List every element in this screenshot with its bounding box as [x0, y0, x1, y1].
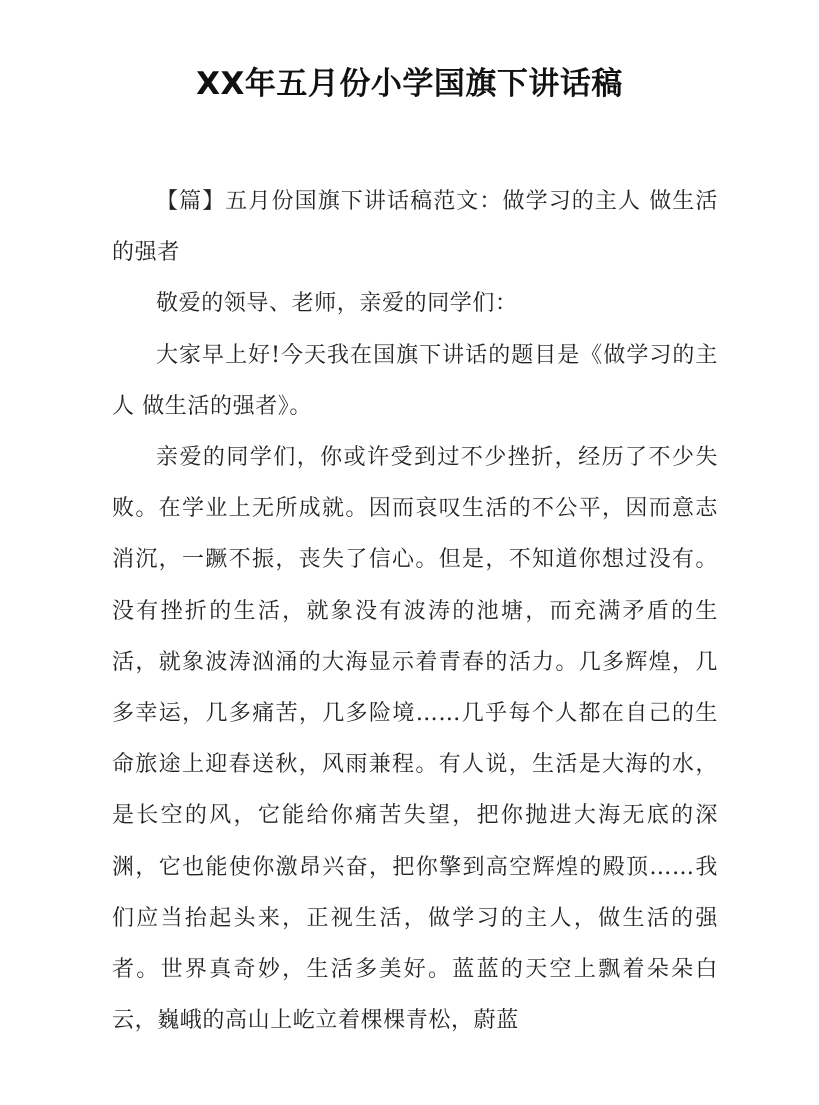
- document-title: XX年五月份小学国旗下讲话稿: [196, 66, 623, 102]
- paragraph-main: 亲爱的同学们，你或许受到过不少挫折，经历了不少失败。在学业上无所成就。因而哀叹生活的不公平，因而意志消沉，一蹶不振，丧失了信心。但是，不知道你想过没有。没有挫折的生活，就象没有波涛的池塘，而充满矛盾的生活，就象波涛汹涌的大海显示着青春的活力。几多辉煌，几多幸运，几多痛苦，几多险境……几乎每个人都在自己的生命旅途上迎春送秋，风雨兼程。有人说，生活是大海的水，是长空的风，它能给你痛苦失望，把你抛进大海无底的深渊，它也能使你激昂兴奋，把你擎到高空辉煌的殿顶……我们应当抬起头来，正视生活，做学习的主人，做生活的强者。世界真奇妙，生活多美好。蓝蓝的天空上飘着朵朵白云，巍峨的高山上屹立着棵棵青松，蔚蓝: [112, 445, 718, 1034]
- paragraph-salutation: 敬爱的领导、老师，亲爱的同学们：: [156, 291, 518, 317]
- document-body: [112, 176, 718, 1046]
- paragraph-heading: 【篇】五月份国旗下讲话稿范文：做学习的主人 做生活的强者: [112, 189, 718, 266]
- paragraph-greeting: 大家早上好!今天我在国旗下讲话的题目是《做学习的主人 做生活的强者》。: [112, 342, 718, 419]
